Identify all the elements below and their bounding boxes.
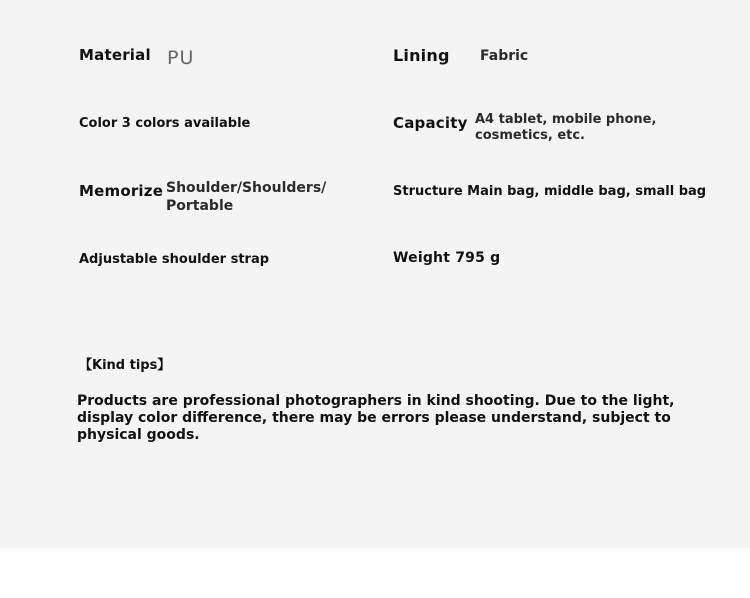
material-value: PU [167,47,195,69]
capacity-value-line2: cosmetics, etc. [475,128,585,143]
lining-value: Fabric [480,48,529,64]
memorize-value-line2: Portable [166,198,234,214]
kind-tips-heading: 【Kind tips】 [79,358,171,373]
structure-spec: Structure Main bag, middle bag, small bag [393,184,707,199]
color-spec: Color 3 colors available [79,116,251,131]
kind-tips-line-3: physical goods. [77,427,200,443]
capacity-value-line1: A4 tablet, mobile phone, [475,112,657,127]
material-label: Material [79,46,151,64]
weight-spec: Weight 795 g [393,250,501,266]
memorize-value-line1: Shoulder/Shoulders/ [166,180,327,196]
lining-label: Lining [393,46,450,65]
kind-tips-line-1: Products are professional photographers in kind shooting. Due to the light, [77,393,675,409]
shoulder-strap-spec: Adjustable shoulder strap [79,252,270,267]
kind-tips-line-2: display color difference, there may be errors please understand, subject to [77,410,671,426]
capacity-label: Capacity [393,114,468,132]
memorize-label: Memorize [79,182,164,200]
